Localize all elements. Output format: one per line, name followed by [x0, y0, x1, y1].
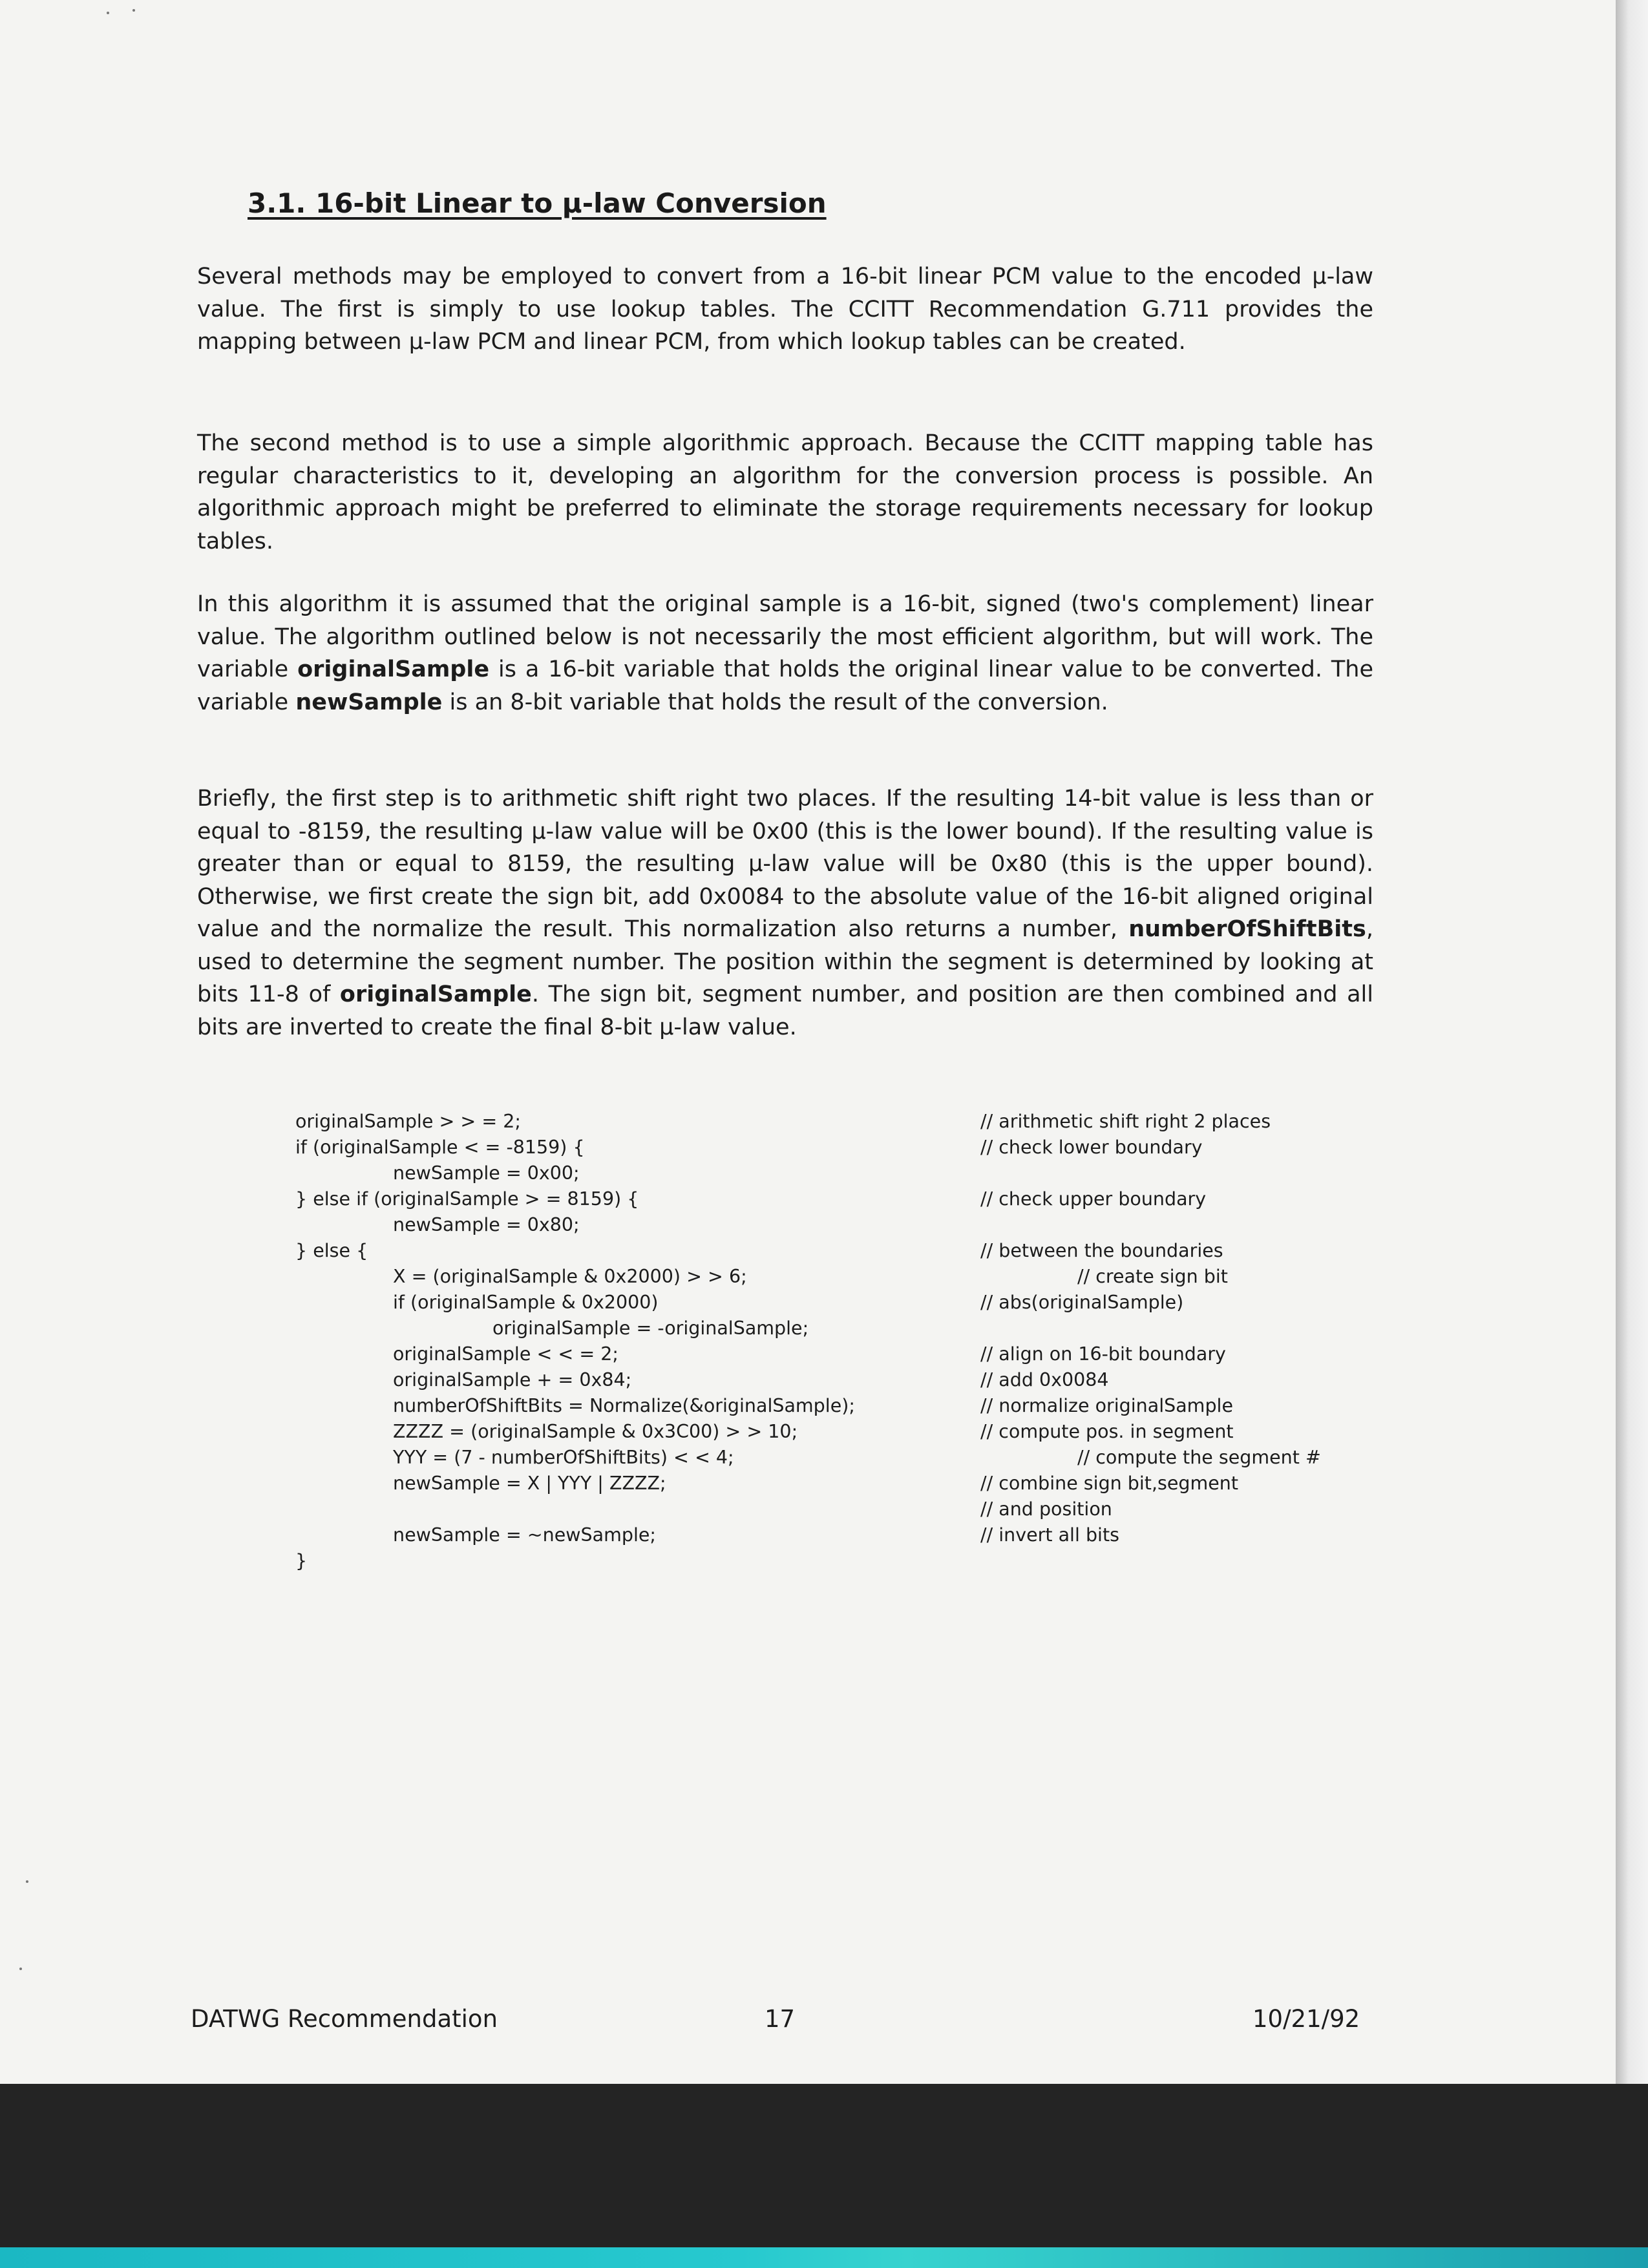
code-line: numberOfShiftBits = Normalize(&originalSample);	[393, 1395, 855, 1416]
footer-date: 10/21/92	[1252, 2005, 1360, 2033]
text-run: . The sign bit, segment number, and position are then combined and all bits are inverted to create the final 8-bit μ-law value.	[197, 982, 1373, 1040]
code-comment: // compute the segment #	[1077, 1447, 1321, 1468]
text-run: Briefly, the first step is to arithmetic shift right two places. If the resulting 14-bit value is less than or equal to -8159, the resulting μ-law value will be 0x00 (this is the lower bound). If the resulting value is greater than or equal to 8159, the resulting μ-law value will be 0x80 (this is the upper bound). Otherwise, we first create the sign bit, add 0x0084 to the absolute value of the 16-bit aligned original value and the normalize the result. This normalization also returns a number,	[197, 786, 1373, 942]
code-line: } else if (originalSample > = 8159) {	[295, 1188, 639, 1210]
variable-name-bold: originalSample	[339, 982, 532, 1007]
code-line: } else {	[295, 1240, 368, 1261]
scanner-bed-background	[0, 2084, 1648, 2268]
scan-speck	[107, 12, 109, 14]
text-run: , used to determine the segment number. The position within the segment is determined by looking at bits 11-8 of	[197, 916, 1373, 1007]
variable-name-bold: newSample	[295, 689, 443, 715]
variable-name-bold: numberOfShiftBits	[1128, 916, 1366, 942]
variable-name-bold: originalSample	[297, 656, 490, 682]
scan-speck	[19, 1968, 22, 1970]
paragraph-lookup-tables: Several methods may be employed to convert from a 16-bit linear PCM value to the encoded μ-law value. The first is simply to use lookup tables. The CCITT Recommendation G.711 provides the mapping between μ-law PCM and linear PCM, from which lookup tables can be created.	[197, 264, 1373, 355]
code-line: newSample = ~newSample;	[393, 1524, 657, 1546]
code-comment: // create sign bit	[1077, 1266, 1228, 1287]
code-line: originalSample > > = 2;	[295, 1111, 521, 1132]
code-comment: // arithmetic shift right 2 places	[980, 1111, 1271, 1132]
footer-document-title: DATWG Recommendation	[191, 2005, 498, 2033]
code-line: newSample = 0x00;	[393, 1162, 580, 1184]
code-comment: // check upper boundary	[980, 1188, 1207, 1210]
code-line: newSample = 0x80;	[393, 1214, 580, 1235]
code-comment: // between the boundaries	[980, 1240, 1223, 1261]
code-line: originalSample < < = 2;	[393, 1343, 618, 1365]
code-line: ZZZZ = (originalSample & 0x3C00) > > 10;	[393, 1421, 798, 1442]
scan-page-edge	[1616, 0, 1648, 2084]
text-run: is an 8-bit variable that holds the result of the conversion.	[442, 689, 1108, 715]
code-line: originalSample = -originalSample;	[492, 1318, 809, 1339]
code-comment: // add 0x0084	[980, 1369, 1109, 1391]
scan-speck	[132, 9, 135, 12]
code-comment: // check lower boundary	[980, 1137, 1203, 1158]
code-comment: // abs(originalSample)	[980, 1292, 1184, 1313]
code-line: if (originalSample < = -8159) {	[295, 1137, 585, 1158]
code-comment: // combine sign bit,segment	[980, 1473, 1239, 1494]
code-comment: // align on 16-bit boundary	[980, 1343, 1226, 1365]
section-heading: 3.1. 16-bit Linear to μ-law Conversion	[248, 187, 827, 219]
code-line: X = (originalSample & 0x2000) > > 6;	[393, 1266, 747, 1287]
scanner-color-strip	[0, 2247, 1648, 2268]
code-line: }	[295, 1550, 308, 1571]
code-line: if (originalSample & 0x2000)	[393, 1292, 659, 1313]
footer-page-number: 17	[765, 2005, 796, 2033]
paragraph-algorithmic-approach: The second method is to use a simple algorithmic approach. Because the CCITT mapping table has regular characteristics to it, developing an algorithm for the conversion process is possible. An algorithmic approach might be preferred to eliminate the storage requirements necessary for lookup tables.	[197, 430, 1373, 554]
code-comment: // compute pos. in segment	[980, 1421, 1234, 1442]
code-comment: // normalize originalSample	[980, 1395, 1233, 1416]
paragraph-algorithm-assumptions	[197, 588, 1373, 719]
text-run: is a 16-bit variable that holds the original linear value to be converted. The variable	[197, 656, 1373, 715]
code-line: YYY = (7 - numberOfShiftBits) < < 4;	[393, 1447, 734, 1468]
code-comment: // and position	[980, 1498, 1112, 1520]
paragraph-algorithm-steps	[197, 782, 1373, 1044]
scan-speck	[26, 1880, 28, 1883]
text-run: In this algorithm it is assumed that the original sample is a 16-bit, signed (two's complement) linear value. The algorithm outlined below is not necessarily the most efficient algorithm, but will work. The variable	[197, 591, 1373, 682]
code-comment: // invert all bits	[980, 1524, 1119, 1546]
code-line: newSample = X | YYY | ZZZZ;	[393, 1473, 666, 1494]
code-line: originalSample + = 0x84;	[393, 1369, 632, 1391]
